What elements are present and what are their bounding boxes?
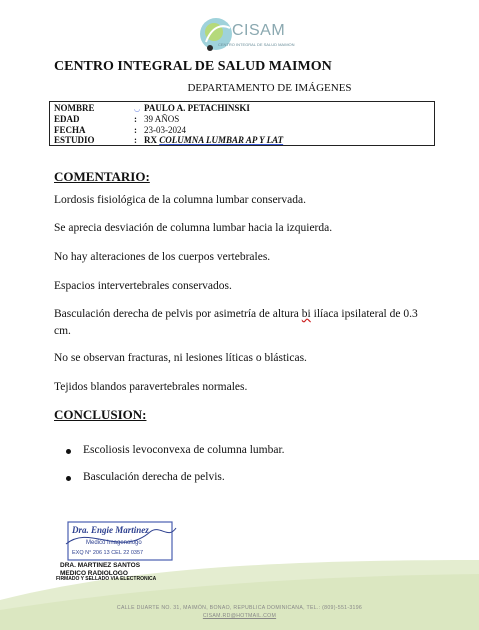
- date-label: FECHA: [54, 125, 86, 135]
- age-value: 39 AÑOS: [144, 114, 180, 124]
- comment-paragraph: No se observan fracturas, ni lesiones líticas o blásticas.: [54, 352, 307, 364]
- date-value: 23-03-2024: [144, 125, 186, 135]
- signer-title: MEDICO RADIOLOGO: [60, 570, 128, 577]
- footer-email[interactable]: CISAM.RD@HOTMAIL.COM: [202, 613, 277, 619]
- study-colon: :: [134, 135, 137, 145]
- study-prefix: RX: [144, 135, 157, 145]
- stamp-role: Medico Imagenologo: [86, 540, 142, 546]
- age-label: EDAD: [54, 114, 80, 124]
- footer-address: CALLE DUARTE NO. 31, MAIMÓN, BONAO, REPUBLICA DOMINICANA, TEL.: (809)-551-3196: [116, 605, 363, 611]
- patient-age-row: [54, 114, 179, 124]
- comment-title: COMENTARIO:: [54, 169, 150, 184]
- department-title: DEPARTAMENTO DE IMÁGENES: [187, 82, 352, 94]
- comment-paragraph: No hay alteraciones de los cuerpos vertebrales.: [54, 251, 271, 263]
- squiggle-mark: ◡: [134, 105, 141, 113]
- patient-date-row: [54, 125, 186, 135]
- comment-paragraph-pelvis: [54, 306, 434, 340]
- signature-note: FIRMADO Y SELLADO VIA ELECTRONICA: [56, 576, 157, 582]
- list-item: Escoliosis levoconvexa de columna lumbar.: [66, 444, 285, 471]
- list-item: Basculación derecha de pelvis.: [66, 471, 285, 498]
- pelvis-text-b: ilíaca ipsilateral de 0.3 cm.: [54, 308, 418, 337]
- study-label: ESTUDIO: [54, 135, 95, 145]
- comment-paragraph: Tejidos blandos paravertebrales normales.: [54, 381, 248, 393]
- name-label: NOMBRE: [54, 103, 95, 113]
- age-colon: :: [134, 114, 137, 124]
- study-value: COLUMNA LUMBAR AP Y LAT: [159, 135, 284, 145]
- signer-name: DRA. MARTINEZ SANTOS: [60, 562, 141, 569]
- spelling-error-word: bi: [301, 308, 311, 320]
- conclusion-title: CONCLUSION:: [54, 407, 147, 422]
- comment-paragraph: Lordosis fisiológica de la columna lumbar conservada.: [54, 194, 306, 206]
- stamp-exequatur: EXQ N° 206 13 CEL 22 0357: [72, 550, 144, 556]
- conclusion-list: [66, 444, 285, 498]
- stamp-name: Dra. Engie Martinez: [72, 525, 149, 535]
- center-title: CENTRO INTEGRAL DE SALUD MAIMON: [54, 59, 332, 74]
- name-value: PAULO A. PETACHINSKI: [144, 103, 250, 113]
- logo-subtitle: CENTRO INTEGRAL DE SALUD MAIMON: [218, 42, 295, 47]
- date-colon: :: [134, 125, 137, 135]
- comment-paragraph: Se aprecia desviación de columna lumbar hacia la izquierda.: [54, 222, 333, 234]
- patient-name-row: [54, 103, 250, 114]
- comment-paragraph: Espacios intervertebrales conservados.: [54, 280, 232, 292]
- patient-study-row: [54, 135, 283, 145]
- pelvis-text-a: Basculación derecha de pelvis por asimetría de altura: [54, 308, 302, 320]
- logo-text: CISAM: [232, 22, 286, 39]
- patient-info-box: [49, 101, 435, 146]
